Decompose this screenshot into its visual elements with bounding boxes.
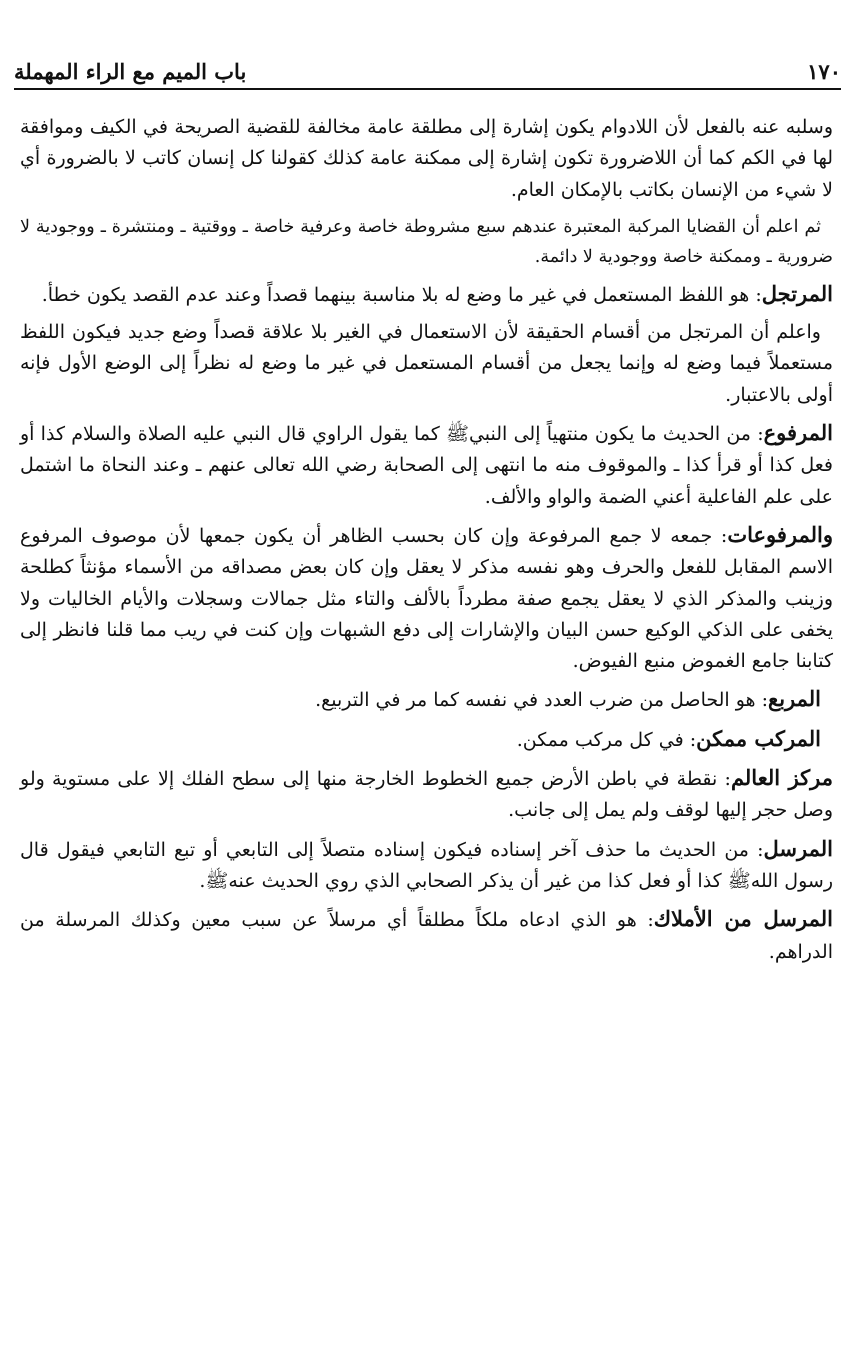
definition-entry <box>20 723 833 756</box>
definition-entry <box>20 417 833 513</box>
entry-definition: : هو الحاصل من ضرب العدد في نفسه كما مر في التربيع. <box>315 689 769 712</box>
definition-entry <box>20 903 833 968</box>
entry-term: والمرفوعات <box>727 521 833 547</box>
entry-term: المرتجل <box>761 280 833 306</box>
entry-term: المربع <box>768 686 821 712</box>
page-number: ١٧٠ <box>807 59 841 84</box>
paragraph <box>20 212 833 272</box>
entry-term: المركب ممكن <box>696 725 821 751</box>
entry-definition: : جمعه لا جمع المرفوعة وإن كان بحسب الظاهر أن يكون جمعها لأن موصوف المرفوع الاسم المقابل للفعل والحرف وهو نفسه مذكر لا يعقل وإن كان بعض مصداقه من الأسماء مؤنثاً كطلحة وزينب والمذكر الذي لا يعقل يجمع صفة مطرداً بالألف والتاء مثل جمالات وسجلات والأيام الخاليات ولا يخفى على الذكي الوكيع حسن البيان والإشارات إلى دفع الشبهات وإن كنت في ريب مما قلنا فانظر إلى كتابنا جامع الغموض منبع الفيوض. <box>20 524 833 673</box>
chapter-title: باب الميم مع الراء المهملة <box>14 59 247 84</box>
entry-definition: : نقطة في باطن الأرض جميع الخطوط الخارجة منها إلى سطح الفلك إلا على مستوية ولو وصل حجر إليها لوقف ولم يمل إلى جانب. <box>20 768 833 822</box>
paragraph-text: ثم اعلم أن القضايا المركبة المعتبرة عندهم سبع مشروطة خاصة وعرفية خاصة ـ ووقتية ـ ومنتشرة ـ ووجودية لا ضرورية ـ وممكنة خاصة ووجودية لا دائمة. <box>20 216 833 267</box>
definition-entry <box>20 278 833 311</box>
paragraph <box>20 112 833 206</box>
entry-definition: : من الحديث ما يكون منتهياً إلى النبيﷺ كما يقول الراوي قال النبي عليه الصلاة والسلام كذا أو فعل كذا أو قرأ كذا ـ والموقوف منه ما انتهى إلى الصحابة رضي الله تعالى عنهم ـ وعند النحاة ما اشتمل على علم الفاعلية أعني الضمة والواو والألف. <box>20 423 833 508</box>
entry-definition: : هو الذي ادعاه ملكاً مطلقاً أي مرسلاً عن سبب معين وكذلك المرسلة من الدراهم. <box>20 909 833 963</box>
entry-definition: : من الحديث ما حذف آخر إسناده فيكون إسناده متصلاً إلى التابعي أو تبع التابعي فيقول قال رسول اللهﷺ كذا أو فعل كذا من غير أن يذكر الصحابي الذي روي الحديث عنهﷺ. <box>20 838 833 892</box>
definition-entry <box>20 683 833 716</box>
definition-entry <box>20 519 833 677</box>
definition-entry <box>20 833 833 898</box>
entry-term: المرفوع <box>763 420 833 446</box>
entry-term: المرسل <box>763 835 833 861</box>
entry-definition: : هو اللفظ المستعمل في غير ما وضع له بلا مناسبة بينهما قصداً وعند عدم القصد يكون خطأ. <box>41 283 762 306</box>
entry-term: المرسل من الأملاك <box>653 906 833 932</box>
definition-entry <box>20 762 833 827</box>
page-body <box>20 112 833 974</box>
paragraph <box>20 317 833 411</box>
paragraph-text: وسلبه عنه بالفعل لأن اللادوام يكون إشارة إلى مطلقة عامة مخالفة للقضية الصريحة في الكيف وموافقة لها في الكم كما أن اللاضرورة تكون إشارة إلى ممكنة عامة كذلك كقولنا كل إنسان كاتب لا بالضرورة أي لا شيء من الإنسان بكاتب بالإمكان العام. <box>20 116 833 201</box>
entry-definition: : في كل مركب ممكن. <box>516 728 697 751</box>
entry-term: مركز العالم <box>730 765 833 791</box>
running-header <box>14 50 841 90</box>
paragraph-text: واعلم أن المرتجل من أقسام الحقيقة لأن الاستعمال في الغير بلا علاقة قصداً وضع جديد فيكون اللفظ مستعملاً فيما وضع له وإنما يجعل من أقسام المستعمل في غير ما وضع له نظراً إلى الوضع الأول فإنه أولى بالاعتبار. <box>20 321 833 406</box>
